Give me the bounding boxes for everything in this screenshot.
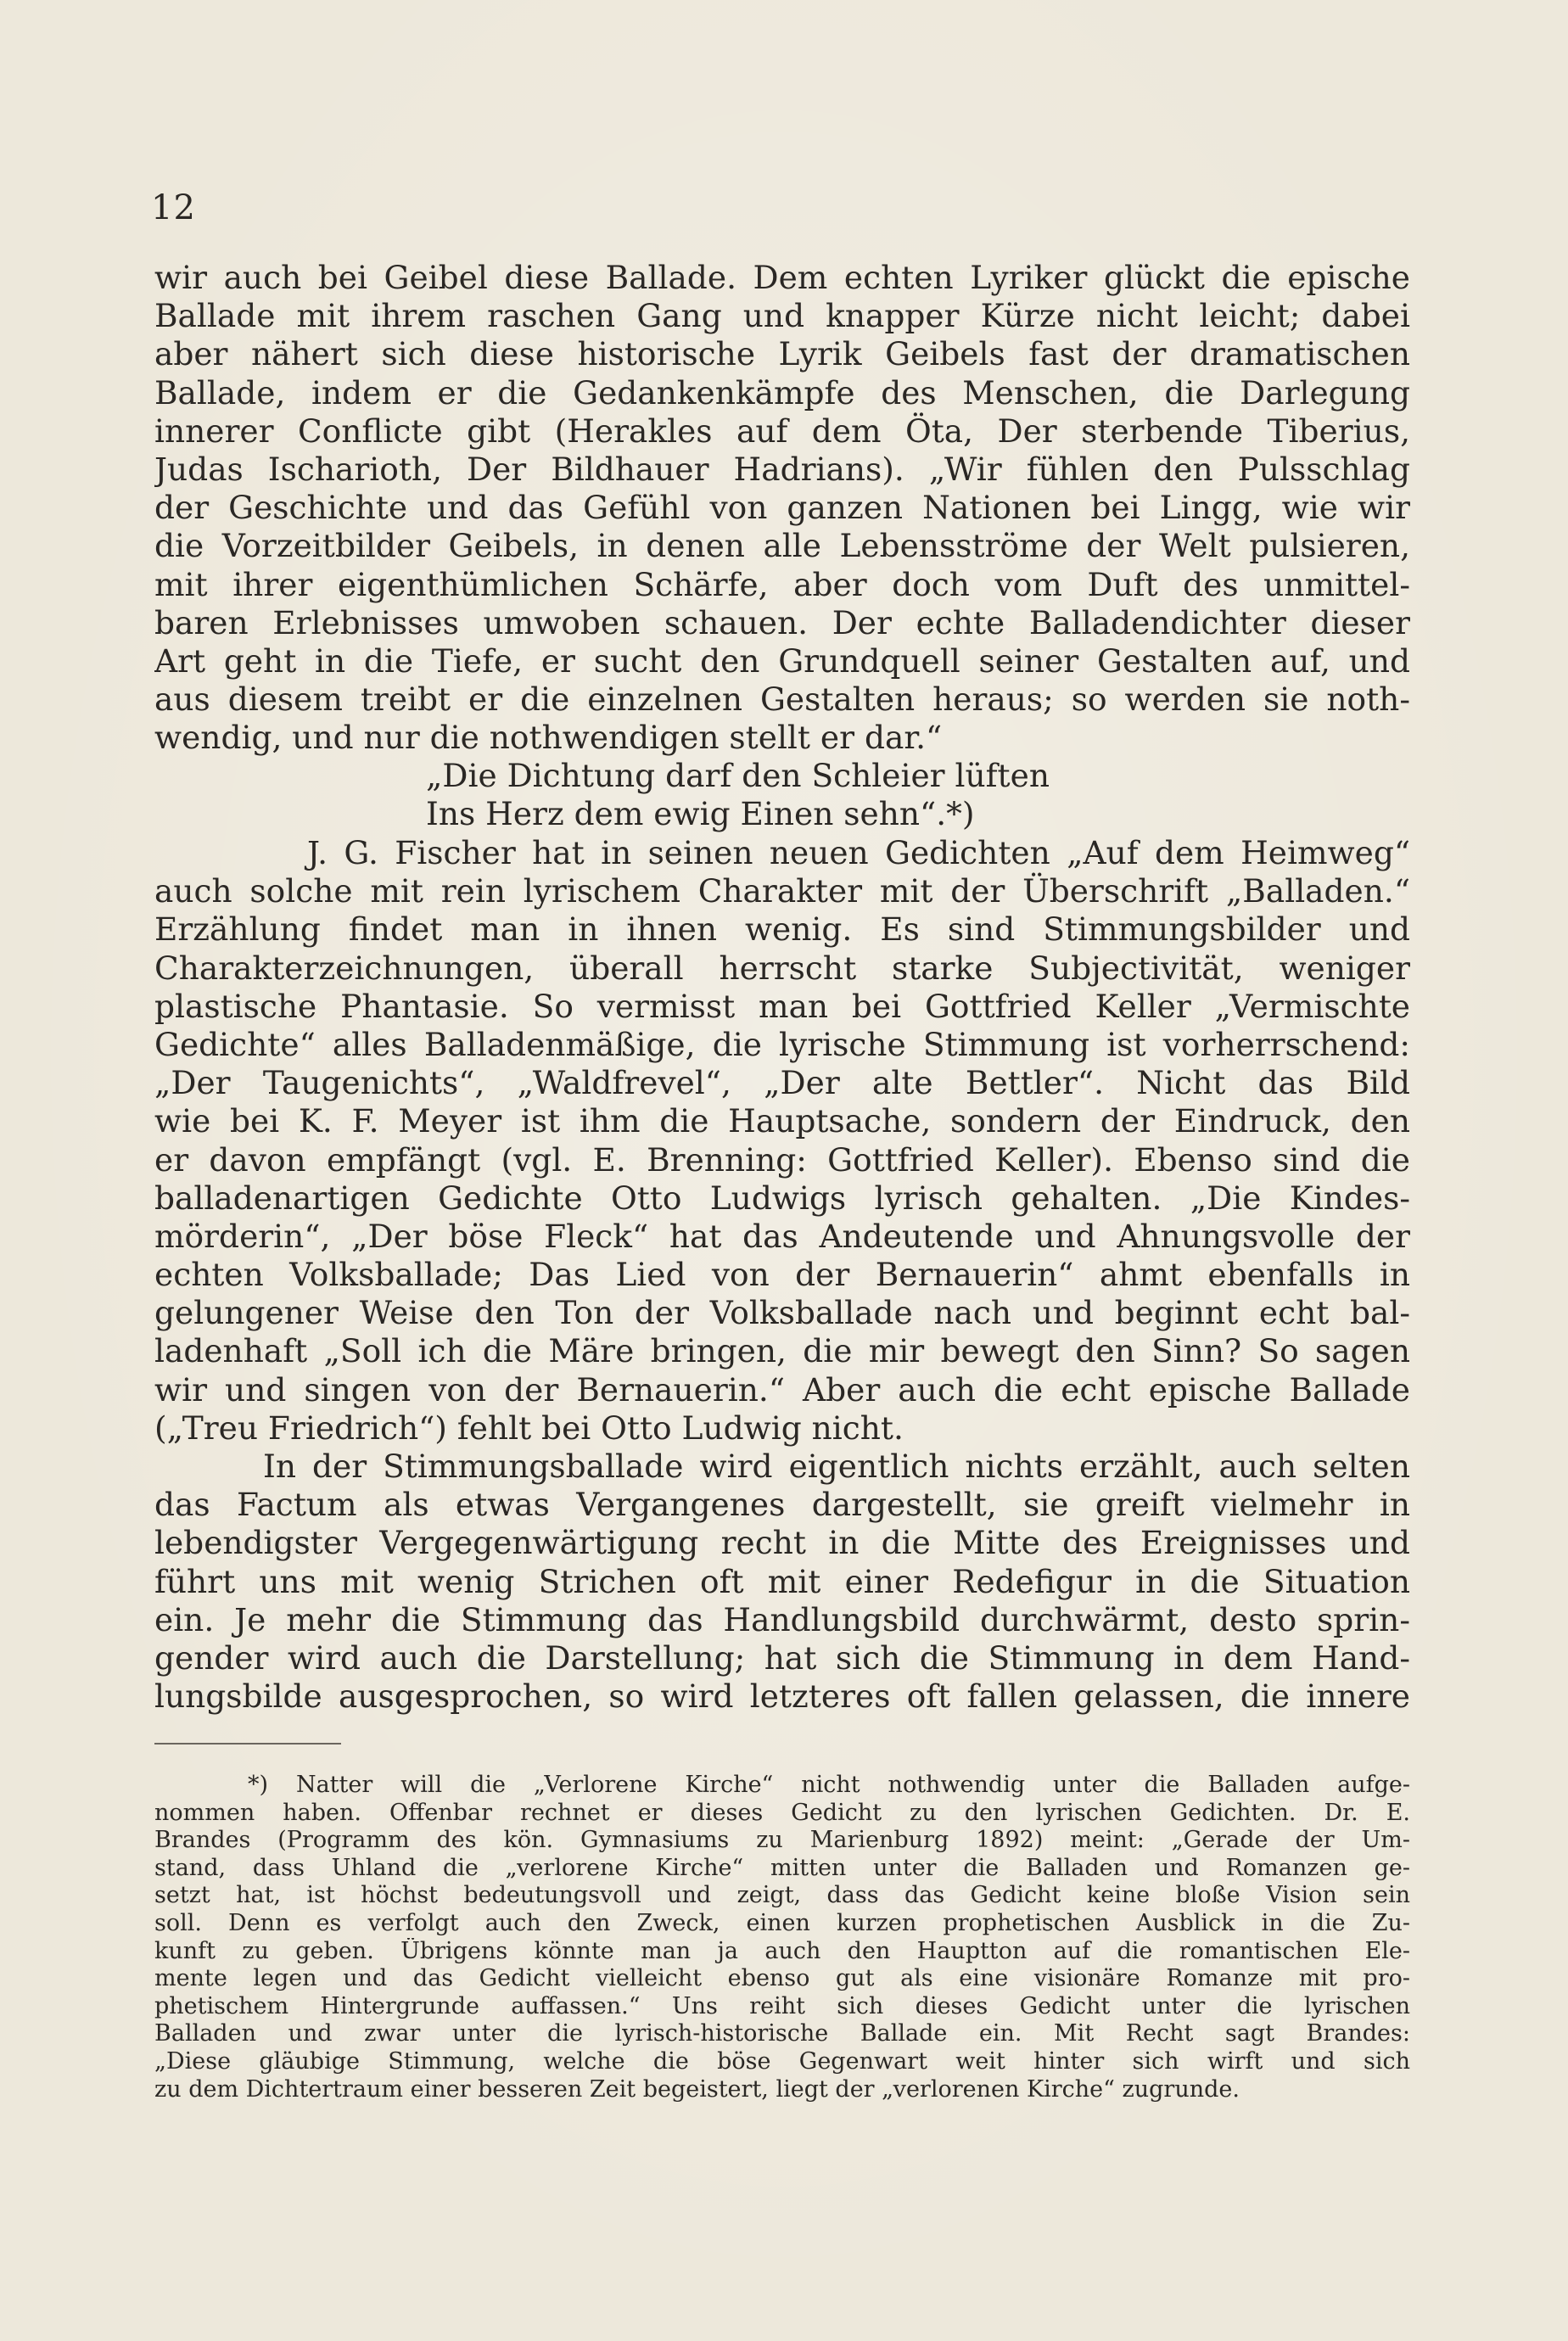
text-line: echten Volksballade; Das Lied von der Bernauerin“ ahmt ebenfalls in [154, 1256, 1410, 1294]
text-line: Gedichte“ alles Balladenmäßige, die lyrische Stimmung ist vorherrschend: [154, 1025, 1410, 1063]
text-line: aber nähert sich diese historische Lyrik Geibels fast der dramatischen [154, 335, 1410, 373]
text-line: („Treu Friedrich“) fehlt bei Otto Ludwig nicht. [154, 1409, 904, 1447]
text-line: Ballade mit ihrem raschen Gang und knapper Kürze nicht leicht; dabei [154, 297, 1410, 335]
text-line: wendig, und nur die nothwendigen stellt er dar.“ [154, 719, 943, 757]
quote-line: „Die Dichtung darf den Schleier lüften [426, 757, 1050, 794]
footnote-line: stand, dass Uhland die „verlorene Kirche“ mitten unter die Balladen und Romanzen ge- [154, 1854, 1410, 1881]
text-line: führt uns mit wenig Strichen oft mit einer Redefigur in die Situation [154, 1562, 1410, 1600]
footnote-line: nommen haben. Offenbar rechnet er dieses Gedicht zu den lyrischen Gedichten. Dr. E. [154, 1799, 1410, 1826]
text-line: Erzählung findet man in ihnen wenig. Es sind Stimmungsbilder und [154, 910, 1410, 949]
footnote-line: soll. Denn es verfolgt auch den Zweck, einen kurzen prophetischen Ausblick in die Zu- [154, 1909, 1410, 1936]
footnote-line: kunft zu geben. Übrigens könnte man ja auch den Hauptton auf die romantischen Ele- [154, 1937, 1410, 1964]
text-line: die Vorzeitbilder Geibels, in denen alle Lebensströme der Welt pulsieren, [154, 527, 1410, 565]
text-line: gelungener Weise den Ton der Volksballade nach und beginnt echt bal- [154, 1294, 1410, 1332]
text-line: auch solche mit rein lyrischem Charakter mit der Überschrift „Balladen.“ [154, 872, 1410, 910]
footnote [154, 1772, 1410, 2103]
text-line: Art geht in die Tiefe, er sucht den Grundquell seiner Gestalten auf, und [154, 641, 1410, 680]
text-line: wir auch bei Geibel diese Ballade. Dem echten Lyriker glückt die epische [154, 259, 1410, 296]
text-line: Ballade, indem er die Gedankenkämpfe des Menschen, die Darlegung [154, 373, 1410, 412]
text-line: ladenhaft „Soll ich die Märe bringen, die mir bewegt den Sinn? So sagen [154, 1332, 1410, 1370]
text-line: plastische Phantasie. So vermisst man bei Gottfried Keller „Vermischte [154, 987, 1410, 1025]
paragraph-3 [154, 1448, 1410, 1716]
text-line: innerer Conflicte gibt (Herakles auf dem Öta, Der sterbende Tiberius, [154, 412, 1410, 450]
text-line: lebendigster Vergegenwärtigung recht in die Mitte des Ereignisses und [154, 1524, 1410, 1562]
text-line: aus diesem treibt er die einzelnen Gestalten heraus; so werden sie noth- [154, 680, 1410, 719]
footnote-line: mente legen und das Gedicht vielleicht ebenso gut als eine visionäre Romanze mit pro- [154, 1965, 1410, 1992]
footnote-line: Balladen und zwar unter die lyrisch-historische Ballade ein. Mit Recht sagt Brandes: [154, 2020, 1410, 2047]
text-line: J. G. Fischer hat in seinen neuen Gedichten „Auf dem Heimweg“ [307, 834, 1410, 871]
text-line: wie bei K. F. Meyer ist ihm die Hauptsache, sondern der Eindruck, den [154, 1102, 1410, 1140]
text-line: „Der Taugenichts“, „Waldfrevel“, „Der alte Bettler“. Nicht das Bild [154, 1064, 1410, 1102]
footnote-line: Brandes (Programm des kön. Gymnasiums zu Marienburg 1892) meint: „Gerade der Um- [154, 1827, 1410, 1854]
text-line: wir und singen von der Bernauerin.“ Aber auch die echt epische Ballade [154, 1370, 1410, 1409]
footnote-line: zu dem Dichtertraum einer besseren Zeit begeistert, liegt der „verlorenen Kirche“ zugrunde. [154, 2075, 1240, 2103]
text-line: balladenartigen Gedichte Otto Ludwigs lyrisch gehalten. „Die Kindes- [154, 1179, 1410, 1217]
text-line: er davon empfängt (vgl. E. Brenning: Gottfried Keller). Ebenso sind die [154, 1140, 1410, 1179]
text-line: mit ihrer eigenthümlichen Schärfe, aber doch vom Duft des unmittel- [154, 565, 1410, 603]
text-line: Judas Ischarioth, Der Bildhauer Hadrians). „Wir fühlen den Pulsschlag [154, 450, 1410, 488]
text-line: lungsbilde ausgesprochen, so wird letzteres oft fallen gelassen, die innere [154, 1677, 1410, 1716]
footnote-line: „Diese gläubige Stimmung, welche die böse Gegenwart weit hinter sich wirft und sich [154, 2047, 1410, 2075]
footnote-line: phetischem Hintergrunde auffassen.“ Uns reiht sich dieses Gedicht unter die lyrischen [154, 1992, 1410, 2019]
quote-line: Ins Herz dem ewig Einen sehn“.*) [426, 795, 975, 833]
text-line: ein. Je mehr die Stimmung das Handlungsbild durchwärmt, desto sprin- [154, 1600, 1410, 1638]
text-line: das Factum als etwas Vergangenes dargestellt, sie greift vielmehr in [154, 1486, 1410, 1524]
footnote-line: *) Natter will die „Verlorene Kirche“ nicht nothwendig unter die Balladen aufge- [248, 1772, 1410, 1798]
paragraph-2 [154, 834, 1410, 1448]
text-line: gender wird auch die Darstellung; hat sich die Stimmung in dem Hand- [154, 1638, 1410, 1677]
text-line: Charakterzeichnungen, überall herrscht starke Subjectivität, weniger [154, 949, 1410, 987]
text-line: mörderin“, „Der böse Fleck“ hat das Andeutende und Ahnungsvolle der [154, 1217, 1410, 1255]
footnote-line: setzt hat, ist höchst bedeutungsvoll und zeigt, dass das Gedicht keine bloße Vision sein [154, 1882, 1410, 1909]
footnote-divider [154, 1743, 341, 1745]
page-number: 12 [151, 188, 196, 227]
text-line: In der Stimmungsballade wird eigentlich nichts erzählt, auch selten [263, 1448, 1410, 1485]
paragraph-1 [154, 259, 1410, 757]
verse-quote [0, 757, 1568, 833]
text-line: der Geschichte und das Gefühl von ganzen Nationen bei Lingg, wie wir [154, 489, 1410, 527]
text-line: baren Erlebnisses umwoben schauen. Der echte Balladendichter dieser [154, 603, 1410, 641]
